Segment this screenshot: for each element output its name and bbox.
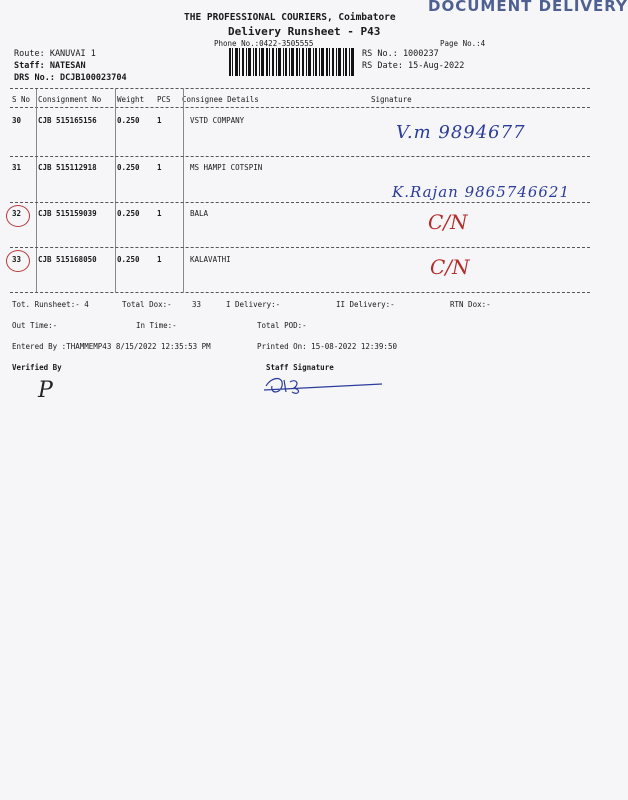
barcode-image	[229, 48, 355, 76]
phone-number: Phone No.:0422-3505555	[214, 39, 314, 48]
row-pcs: 1	[157, 163, 162, 172]
staff-label: Staff: NATESAN	[14, 61, 86, 71]
row-weight: 0.250	[117, 116, 140, 125]
column-divider	[36, 89, 37, 292]
rs-number: RS No.: 1000237	[362, 49, 439, 59]
row-rule	[10, 156, 590, 157]
staff-signature-label: Staff Signature	[266, 363, 334, 372]
staff-signature-scribble	[262, 372, 387, 398]
column-divider	[115, 89, 116, 292]
rtn-dox: RTN Dox:-	[450, 300, 491, 309]
row-pcs: 1	[157, 255, 162, 264]
row-sno: 32	[12, 209, 22, 218]
row-rule	[10, 202, 590, 203]
route-label: Route: KANUVAI 1	[14, 49, 96, 59]
company-name: THE PROFESSIONAL COURIERS, Coimbatore	[184, 12, 396, 23]
table-bottom-rule	[10, 292, 590, 293]
row-pcs: 1	[157, 209, 162, 218]
handwritten-signature: K.Rajan 9865746621	[392, 183, 571, 201]
total-dox-value: 33	[192, 300, 202, 309]
verified-by-signature: P	[38, 378, 53, 403]
printed-on: Printed On: 15-08-2022 12:39:50	[257, 342, 397, 351]
row-consignment: CJB 515168050	[38, 255, 97, 264]
row-consignment: CJB 515159039	[38, 209, 97, 218]
total-pod: Total POD:-	[257, 321, 307, 330]
total-runsheet: Tot. Runsheet:- 4	[12, 300, 89, 309]
row-consignee: KALAVATHI	[190, 255, 231, 264]
entered-by: Entered By :THAMMEMP43 8/15/2022 12:35:53 PM	[12, 342, 211, 351]
row-sno: 31	[12, 163, 22, 172]
table-top-rule	[10, 88, 590, 89]
ii-delivery: II Delivery:-	[336, 300, 395, 309]
drs-number: DRS No.: DCJB100023704	[14, 73, 127, 83]
col-weight: Weight	[117, 95, 145, 104]
row-weight: 0.250	[117, 255, 140, 264]
out-time: Out Time:-	[12, 321, 58, 330]
handwritten-note: C/N	[428, 210, 468, 234]
i-delivery: I Delivery:-	[226, 300, 281, 309]
column-divider	[183, 89, 184, 292]
row-consignment: CJB 515165156	[38, 116, 97, 125]
row-consignment: CJB 515112918	[38, 163, 97, 172]
row-consignee: VSTD COMPANY	[190, 116, 245, 125]
table-header-rule	[10, 107, 590, 108]
col-sno: S No	[12, 95, 31, 104]
col-consignee: Consignee Details	[182, 95, 259, 104]
handwritten-signature: V.m 9894677	[396, 122, 526, 143]
page-number: Page No.:4	[440, 39, 486, 48]
row-rule	[10, 247, 590, 248]
row-weight: 0.250	[117, 209, 140, 218]
col-signature: Signature	[371, 95, 412, 104]
row-consignee: MS HAMPI COTSPIN	[190, 163, 263, 172]
col-pcs: PCS	[157, 95, 171, 104]
row-sno: 30	[12, 116, 22, 125]
row-weight: 0.250	[117, 163, 140, 172]
col-consignment: Consignment No	[38, 95, 102, 104]
verified-by-label: Verified By	[12, 363, 62, 372]
runsheet-title: Delivery Runsheet - P43	[228, 25, 381, 38]
row-sno: 33	[12, 255, 22, 264]
row-pcs: 1	[157, 116, 162, 125]
document-delivery-stamp: DOCUMENT DELIVERY	[428, 0, 628, 15]
in-time: In Time:-	[136, 321, 177, 330]
handwritten-note: C/N	[430, 255, 470, 279]
total-dox-label: Total Dox:-	[122, 300, 172, 309]
row-consignee: BALA	[190, 209, 209, 218]
rs-date: RS Date: 15-Aug-2022	[362, 61, 465, 71]
